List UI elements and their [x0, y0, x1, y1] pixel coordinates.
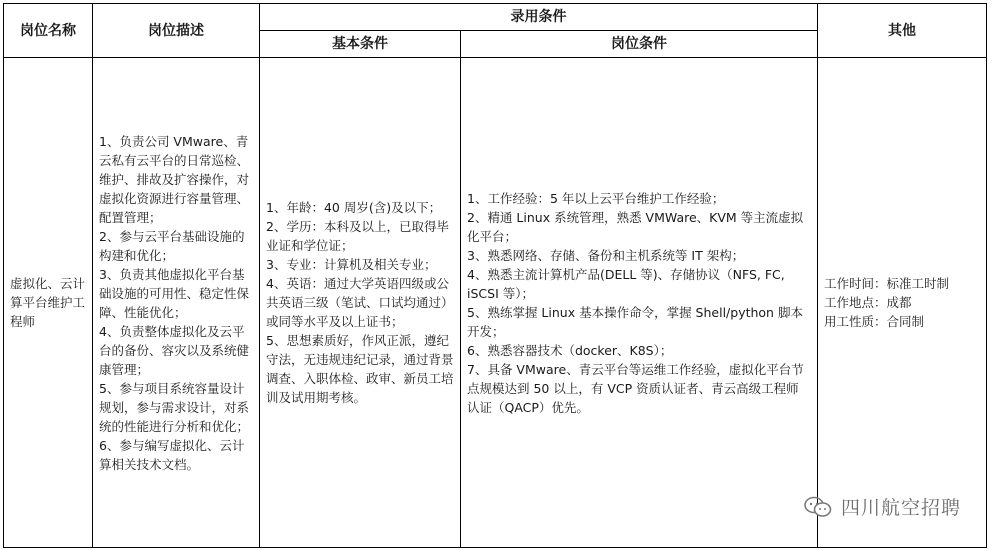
- position-condition-item: 1、工作经验：5 年以上云平台维护工作经验；: [467, 190, 725, 206]
- wechat-icon: [803, 495, 833, 519]
- position-condition-item: 2、精通 Linux 系统管理，熟悉 VMWare、KVM 等主流虚拟化平台；: [467, 209, 804, 244]
- other-item: 工作时间：标准工时制: [824, 276, 950, 291]
- position-condition-item: 7、具备 VMware、青云平台等运维工作经验，虚拟化平台节点规模达到 50 以上，有 VCP 资质认证者、青云高级工程师认证（QACP）优先。: [467, 361, 804, 415]
- header-position-conditions: 岗位条件: [461, 31, 818, 58]
- basic-condition-item: 2、学历：本科及以上，已取得毕业证和学位证；: [266, 219, 449, 253]
- basic-condition-item: 5、思想素质好，作风正派，遵纪守法，无违规违纪记录，通过背景调查、入职体检、政审、新员工培训及试用期考核。: [266, 333, 454, 405]
- cell-description: [93, 58, 260, 548]
- watermark-text: 四川航空招聘: [840, 497, 961, 519]
- header-position-description: 岗位描述: [93, 4, 260, 58]
- job-row: [4, 58, 987, 548]
- header-other: 其他: [818, 4, 987, 58]
- description-item: 4、负责整体虚拟化及云平台的备份、容灾以及系统健康管理；: [99, 323, 250, 377]
- position-condition-item: 6、熟悉容器技术（docker、K8S）；: [467, 342, 673, 358]
- position-condition-item: 4、熟悉主流计算机产品(DELL 等)、存储协议（NFS, FC, iSCSI 等）；: [467, 266, 785, 301]
- basic-condition-item: 4、英语：通过大学英语四级或公共英语三级（笔试、口试均通过）或同等水平及以上证书；: [266, 276, 454, 329]
- cell-basic-conditions: [260, 58, 461, 548]
- position-name-text: 虚拟化、云计算平台维护工程师: [10, 276, 86, 329]
- watermark: [803, 493, 961, 520]
- cell-other: [818, 58, 987, 548]
- cell-position-conditions: [461, 58, 818, 548]
- basic-condition-item: 1、年龄：40 周岁(含)及以下；: [266, 200, 442, 215]
- other-item: 工作地点：成都: [824, 295, 912, 310]
- header-position-name: 岗位名称: [4, 4, 93, 58]
- description-item: 6、参与编写虚拟化、云计算相关技术文档。: [99, 437, 245, 472]
- basic-condition-item: 3、专业：计算机及相关专业；: [266, 257, 437, 272]
- cell-position-name: [4, 58, 93, 548]
- header-basic-conditions: 基本条件: [260, 31, 461, 58]
- position-condition-item: 3、熟悉网络、存储、备份和主机系统等 IT 架构；: [467, 247, 745, 263]
- header-hiring-conditions: 录用条件: [260, 4, 818, 31]
- other-item: 用工性质：合同制: [824, 314, 925, 329]
- description-item: 5、参与项目系统容量设计规划，参与需求设计，对系统的性能进行分析和优化；: [99, 380, 250, 434]
- description-item: 1、负责公司 VMware、青云私有云平台的日常巡检、维护、排故及扩容操作，对虚拟化资源进行容量管理、配置管理；: [99, 133, 250, 225]
- description-item: 3、负责其他虚拟化平台基础设施的可用性、稳定性保障、性能优化；: [99, 266, 250, 320]
- description-item: 2、参与云平台基础设施的构建和优化；: [99, 228, 245, 263]
- header-row-1: [4, 4, 987, 31]
- job-table: [3, 3, 987, 548]
- position-condition-item: 5、熟练掌握 Linux 基本操作命令，掌握 Shell/python 脚本开发；: [467, 304, 803, 339]
